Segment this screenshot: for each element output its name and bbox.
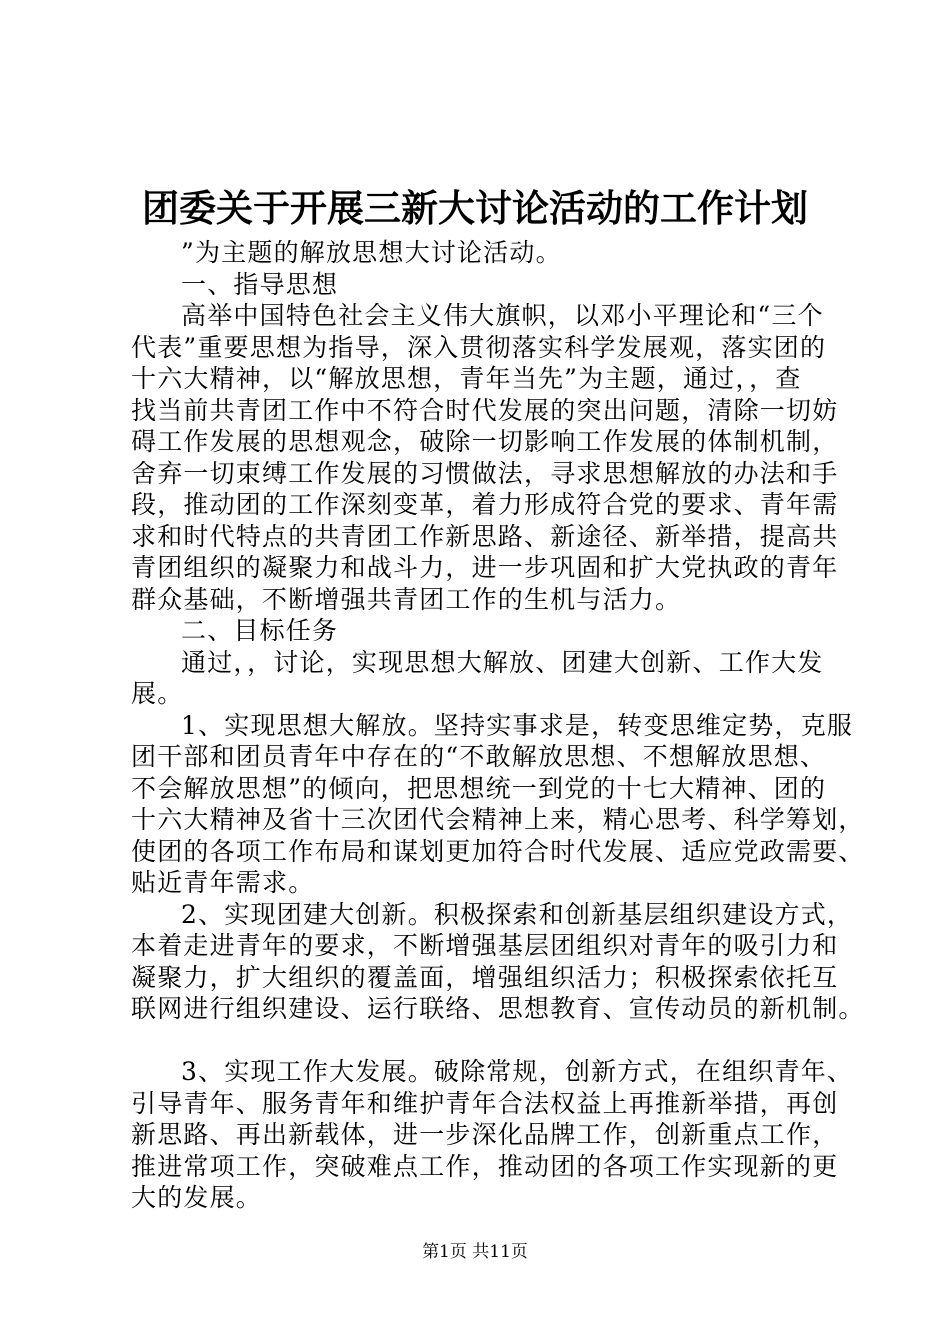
text-line: 十六大精神，以“解放思想，青年当先”为主题，通过，，查 <box>131 364 802 393</box>
text-line: ”为主题的解放思想大讨论活动。 <box>181 238 562 267</box>
text-line: 引导青年、服务青年和维护青年合法权益上再推新举措，再创 <box>131 1088 839 1118</box>
text-line: 1、实现思想大解放。坚持实事求是，转变思维定势，克服 <box>181 710 854 740</box>
text-line: 碍工作发展的思想观念，破除一切影响工作发展的体制机制， <box>131 427 839 456</box>
text-line: 推进常项工作，突破难点工作，推动团的各项工作实现新的更 <box>131 1151 839 1181</box>
text-line: 3、实现工作大发展。破除常规，创新方式，在组织青年、 <box>181 1057 854 1086</box>
text-line: 十六大精神及省十三次团代会精神上来，精心思考、科学筹划， <box>131 805 865 834</box>
text-line: 段，推动团的工作深刻变革，着力形成符合党的要求、青年需 <box>131 490 839 519</box>
text-line: 通过，，讨论，实现思想大解放、团建大创新、工作大发 <box>181 647 824 677</box>
text-line: 联网进行组织建设、运行联络、思想教育、宣传动员的新机制。 <box>131 994 865 1023</box>
text-line: 一、指导思想 <box>181 269 339 299</box>
text-line: 本着走进青年的要求，不断增强基层团组织对青年的吸引力和 <box>131 931 839 960</box>
document-body <box>131 237 865 1214</box>
text-line: 二、目标任务 <box>181 616 339 645</box>
page-number-footer: 第1页 共11页 <box>422 1242 528 1262</box>
text-line: 贴近青年需求。 <box>131 868 315 897</box>
text-line: 大的发展。 <box>131 1183 263 1212</box>
text-line: 代表”重要思想为指导，深入贯彻落实科学发展观，落实团的 <box>131 332 827 362</box>
text-line: 青团组织的凝聚力和战斗力，进一步巩固和扩大党执政的青年 <box>131 553 839 582</box>
text-line: 群众基础，不断增强共青团工作的生机与活力。 <box>131 584 682 614</box>
blank-line <box>131 1025 843 1057</box>
text-line: 凝聚力，扩大组织的覆盖面，增强组织活力；积极探索依托互 <box>131 962 839 992</box>
text-line: 舍弃一切束缚工作发展的习惯做法，寻求思想解放的办法和手 <box>131 458 839 488</box>
text-line: 高举中国特色社会主义伟大旗帜，以邓小平理论和“三个 <box>181 301 824 330</box>
text-line: 使团的各项工作布局和谋划更加符合时代发展、适应党政需要、 <box>131 836 865 866</box>
document-title: 团委关于开展三新大讨论活动的工作计划 <box>142 186 808 230</box>
text-line: 团干部和团员青年中存在的“不敢解放思想、不想解放思想、 <box>131 742 827 771</box>
text-line: 找当前共青团工作中不符合时代发展的突出问题，清除一切妨 <box>131 395 839 425</box>
text-line: 展。 <box>131 679 184 708</box>
text-line: 不会解放思想”的倾向，把思想统一到党的十七大精神、团的 <box>131 773 827 803</box>
text-line: 求和时代特点的共青团工作新思路、新途径、新举措，提高共 <box>131 521 839 551</box>
text-line: 新思路、再出新载体，进一步深化品牌工作，创新重点工作， <box>131 1120 839 1149</box>
text-line: 2、实现团建大创新。积极探索和创新基层组织建设方式， <box>181 899 854 929</box>
